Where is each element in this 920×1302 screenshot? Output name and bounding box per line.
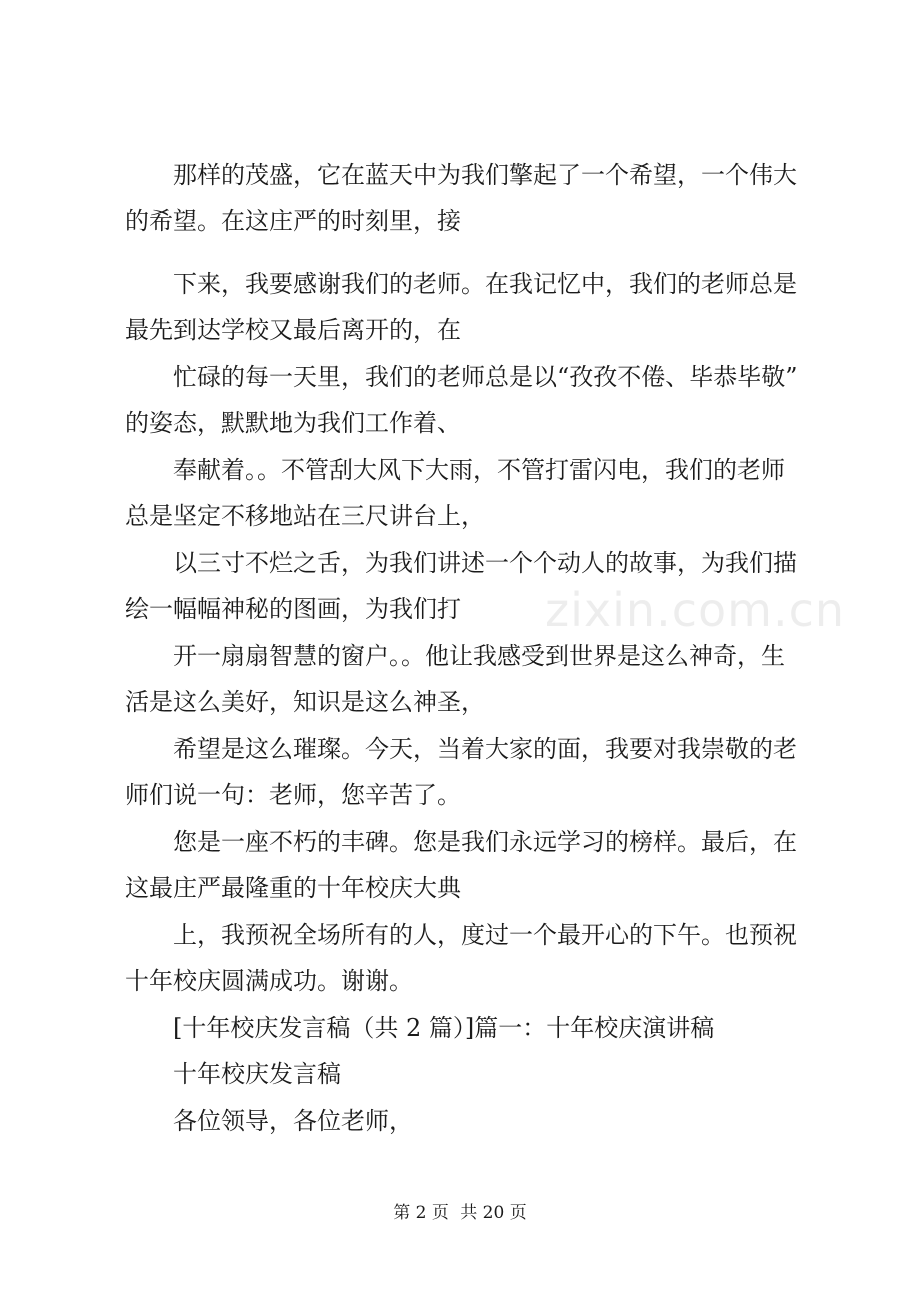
paragraph-line: 奉献着。。不管刮大风下大雨，不管打雷闪电，我们的老师	[173, 456, 785, 484]
paragraph-line: 以三寸不烂之舌，为我们讲述一个个动人的故事，为我们描	[173, 549, 797, 577]
paragraph-line: 开一扇扇智慧的窗户。。他让我感受到世界是这么神奇，生	[173, 642, 785, 670]
paragraph-line: 的姿态，默默地为我们工作着、	[125, 409, 461, 437]
paragraph-line: 师们说一句：老师，您辛苦了。	[125, 781, 461, 809]
paragraph-line: 十年校庆圆满成功。谢谢。	[125, 967, 413, 995]
paragraph-line: 那样的茂盛，它在蓝天中为我们擎起了一个希望，一个伟大	[173, 161, 797, 189]
paragraph-line: 的希望。在这庄严的时刻里，接	[125, 207, 461, 235]
salutation-line: 各位领导，各位老师，	[173, 1107, 413, 1135]
speech-title: 十年校庆发言稿	[173, 1060, 341, 1088]
paragraph-line: 最先到达学校又最后离开的，在	[125, 316, 461, 344]
paragraph-line: 您是一座不朽的丰碑。您是我们永远学习的榜样。最后，在	[173, 828, 797, 856]
paragraph-line: 这最庄严最隆重的十年校庆大典	[125, 874, 461, 902]
page-number: 第 2 页	[393, 1203, 449, 1223]
paragraph-line: 上，我预祝全场所有的人，度过一个最开心的下午。也预祝	[173, 921, 797, 949]
page-footer	[0, 1201, 920, 1225]
paragraph-line: 下来，我要感谢我们的老师。在我记忆中，我们的老师总是	[173, 270, 797, 298]
paragraph-line: 希望是这么璀璨。今天，当着大家的面，我要对我崇敬的老	[173, 735, 797, 763]
watermark: zixin.com.cn	[545, 583, 846, 637]
paragraph-line: 总是坚定不移地站在三尺讲台上，	[125, 502, 485, 530]
section-heading: [十年校庆发言稿（共 2 篇）]篇一：十年校庆演讲稿	[173, 1014, 715, 1042]
paragraph-line: 忙碌的每一天里，我们的老师总是以“孜孜不倦、毕恭毕敬”	[173, 363, 798, 391]
page-total: 共 20 页	[460, 1203, 527, 1223]
paragraph-line: 绘一幅幅神秘的图画，为我们打	[125, 595, 461, 623]
paragraph-line: 活是这么美好，知识是这么神圣，	[125, 688, 485, 716]
